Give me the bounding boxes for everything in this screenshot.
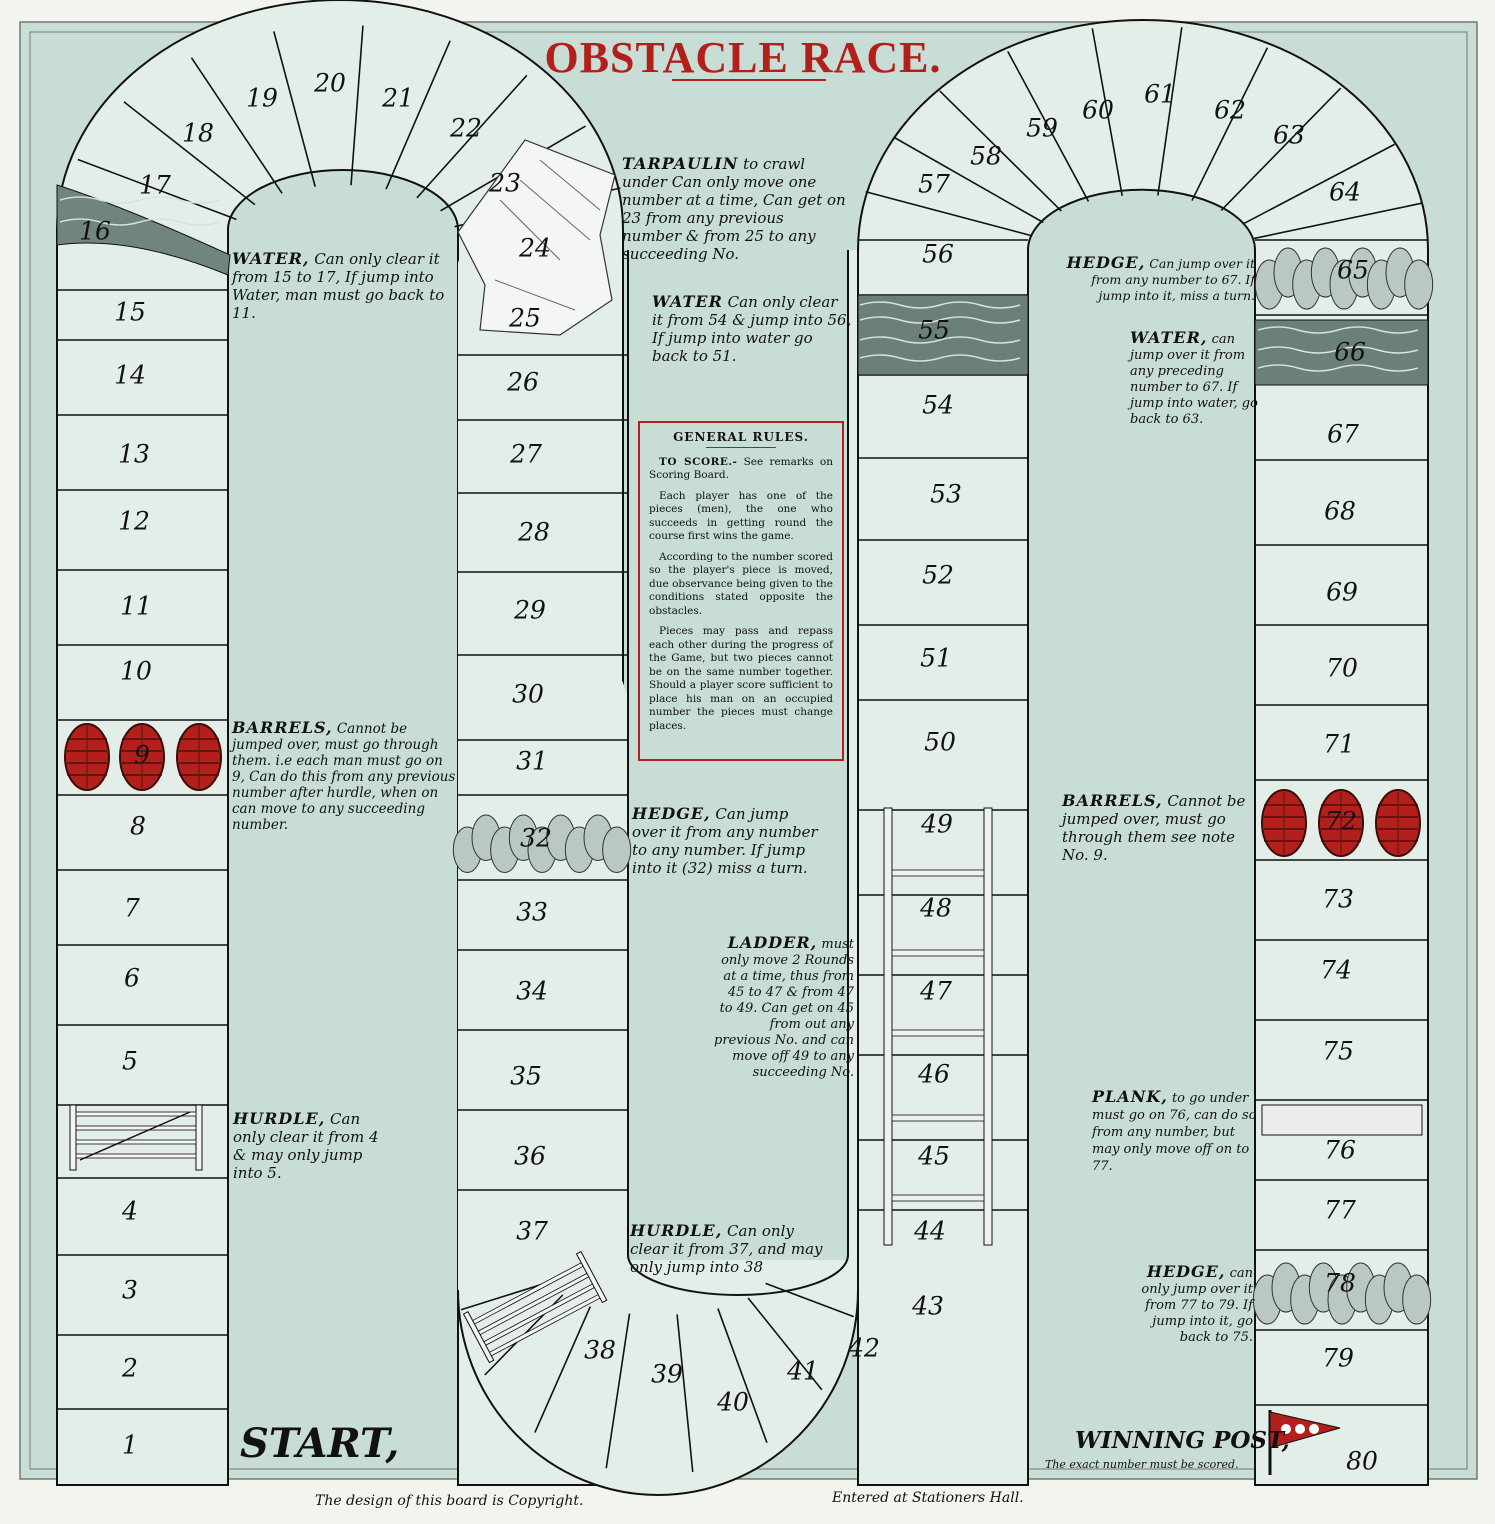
note-plank-76: PLANK, to go under must go on 76, can do so from any number, but may only move off on to 77.: [1092, 1087, 1257, 1174]
note-barrels-9: BARRELS, Cannot be jumped over, must go through them. i.e each man must go on 9, Can do this from any previous number after hurdle, when on can move to any succeeding number.: [232, 718, 456, 833]
square-number-34: 34: [516, 976, 548, 1006]
square-number-4: 4: [122, 1196, 138, 1226]
square-number-45: 45: [918, 1141, 950, 1171]
stationers-hall-note: Entered at Stationers Hall.: [832, 1490, 1024, 1506]
square-number-52: 52: [922, 560, 954, 590]
square-number-73: 73: [1322, 884, 1354, 914]
square-number-75: 75: [1322, 1036, 1354, 1066]
square-number-28: 28: [518, 517, 550, 547]
hurdle-rail-2: [76, 1140, 196, 1144]
square-number-54: 54: [922, 390, 954, 420]
ladder-rung-0: [892, 870, 984, 876]
square-number-47: 47: [920, 976, 952, 1006]
hurdle-post-right: [196, 1105, 202, 1170]
square-number-51: 51: [920, 643, 952, 673]
start-label: START,: [240, 1420, 400, 1467]
square-number-7: 7: [124, 893, 140, 923]
square-number-14: 14: [114, 360, 146, 390]
square-number-69: 69: [1326, 577, 1358, 607]
square-number-41: 41: [787, 1356, 819, 1386]
square-number-78: 78: [1324, 1268, 1356, 1298]
general-rules-box: [638, 421, 844, 761]
square-number-33: 33: [516, 897, 548, 927]
note-hurdle-37: HURDLE, Can only clear it from 37, and may only jump into 38: [630, 1221, 823, 1276]
square-number-63: 63: [1273, 120, 1305, 150]
square-number-15: 15: [114, 297, 146, 327]
square-number-17: 17: [139, 170, 171, 200]
square-number-2: 2: [122, 1353, 138, 1383]
winning-post-label: WINNING POST,: [1075, 1427, 1290, 1454]
square-number-38: 38: [584, 1335, 616, 1365]
square-number-21: 21: [382, 83, 414, 113]
square-number-62: 62: [1214, 95, 1246, 125]
square-number-44: 44: [914, 1216, 946, 1246]
hurdle-post-left: [70, 1105, 76, 1170]
ladder-rung-4: [892, 1195, 984, 1201]
square-number-31: 31: [516, 746, 548, 776]
square-number-35: 35: [510, 1061, 542, 1091]
note-barrels-72: BARRELS, Cannot be jumped over, must go through them see note No. 9.: [1062, 791, 1246, 864]
rules-paragraph-moves: According to the number scored so the player's piece is moved, due observance being given to the conditions stated opposite the obstacles.: [649, 550, 833, 617]
square-number-77: 77: [1324, 1195, 1356, 1225]
square-number-29: 29: [514, 595, 546, 625]
square-number-19: 19: [246, 83, 278, 113]
barrels-icon: [177, 724, 221, 790]
ladder-rung-1: [892, 950, 984, 956]
square-number-80: 80: [1346, 1446, 1378, 1476]
hedge-bush-8: [1405, 260, 1433, 309]
ladder-rung-2: [892, 1030, 984, 1036]
barrels-icon: [65, 724, 109, 790]
square-number-1: 1: [122, 1430, 138, 1460]
rules-paragraph-pieces: Each player has one of the pieces (men), the one who succeeds in getting round the course first wins the game.: [649, 489, 833, 542]
square-number-66: 66: [1334, 337, 1366, 367]
square-number-24: 24: [519, 233, 551, 263]
square-number-23: 23: [489, 168, 521, 198]
square-number-55: 55: [918, 315, 950, 345]
square-number-30: 30: [512, 679, 544, 709]
flag-dot-1: [1295, 1424, 1305, 1434]
square-number-8: 8: [130, 811, 146, 841]
square-number-56: 56: [922, 239, 954, 269]
square-number-16: 16: [79, 216, 111, 246]
hurdle-rail-0: [76, 1112, 196, 1116]
square-number-57: 57: [918, 169, 950, 199]
hedge-bush-8: [603, 827, 631, 873]
rules-paragraph-passing: Pieces may pass and repass each other during the progress of the Game, but two pieces cannot be on the same number together. Should a player score sufficient to place his man on an occupied number the pieces must change places.: [649, 625, 833, 732]
square-number-37: 37: [516, 1216, 548, 1246]
barrels-icon: [1262, 790, 1306, 856]
square-number-48: 48: [920, 893, 952, 923]
square-number-72: 72: [1325, 806, 1357, 836]
square-number-27: 27: [510, 439, 542, 469]
rules-divider: [706, 447, 776, 448]
square-number-74: 74: [1320, 955, 1352, 985]
square-number-49: 49: [921, 809, 953, 839]
square-number-70: 70: [1326, 653, 1358, 683]
barrels-icon: [1376, 790, 1420, 856]
note-water-66: WATER, can jump over it from any preceding number to 67. If jump into water, go back to 63.: [1130, 328, 1258, 427]
note-hedge-78: HEDGE, can only jump over it from 77 to 79. If jump into it, go back to 75.: [1141, 1262, 1253, 1345]
ladder-rail-right: [984, 808, 992, 1245]
square-number-36: 36: [514, 1141, 546, 1171]
ladder-rail-left: [884, 808, 892, 1245]
note-water-55: WATER Can only clear it from 54 & jump into 56, If jump into water go back to 51.: [652, 292, 852, 365]
square-number-32: 32: [520, 823, 552, 853]
square-number-42: 42: [848, 1333, 880, 1363]
square-number-9: 9: [134, 740, 150, 770]
ladder-rung-3: [892, 1115, 984, 1121]
square-number-39: 39: [651, 1359, 683, 1389]
square-number-64: 64: [1329, 177, 1361, 207]
square-number-5: 5: [122, 1046, 138, 1076]
note-hedge-32: HEDGE, Can jump over it from any number to any number. If jump into it (32) miss a turn.: [632, 804, 818, 877]
square-number-79: 79: [1322, 1343, 1354, 1373]
square-number-50: 50: [924, 727, 956, 757]
square-number-3: 3: [122, 1275, 138, 1305]
hedge-bush-8: [1403, 1275, 1431, 1324]
square-number-61: 61: [1144, 79, 1176, 109]
flag-dot-2: [1309, 1424, 1319, 1434]
plank-icon: [1262, 1105, 1422, 1135]
square-number-71: 71: [1323, 729, 1355, 759]
hurdle-rail-1: [76, 1126, 196, 1130]
square-number-12: 12: [118, 506, 150, 536]
note-hurdle-4: HURDLE, Can only clear it from 4 & may only jump into 5.: [233, 1109, 379, 1182]
square-number-76: 76: [1324, 1135, 1356, 1165]
copyright-note: The design of this board is Copyright.: [315, 1493, 584, 1509]
note-tarpaulin-23: TARPAULIN to crawl under Can only move one number at a time, Can get on 23 from any previous number & from 25 to any succeeding No.: [622, 154, 846, 263]
square-number-20: 20: [314, 68, 346, 98]
square-number-58: 58: [970, 141, 1002, 171]
square-number-26: 26: [507, 367, 539, 397]
note-ladder: LADDER, must only move 2 Rounds at a time, thus from 45 to 47 & from 47 to 49. Can get on 45 from out any previous No. and can move off 49 to any succeeding No.: [714, 933, 854, 1080]
square-number-18: 18: [182, 118, 214, 148]
game-title: OBSTACLE RACE.: [544, 33, 942, 82]
rules-heading: GENERAL RULES.: [673, 430, 809, 444]
square-number-46: 46: [918, 1059, 950, 1089]
square-number-22: 22: [450, 113, 482, 143]
note-hedge-65: HEDGE, Can jump over it from any number to 67. If jump into it, miss a turn.: [1066, 253, 1255, 303]
square-number-13: 13: [118, 439, 150, 469]
square-number-53: 53: [930, 479, 962, 509]
square-number-6: 6: [124, 963, 140, 993]
winning-post-note: The exact number must be scored.: [1045, 1458, 1239, 1471]
square-number-40: 40: [717, 1387, 749, 1417]
square-number-60: 60: [1082, 95, 1114, 125]
square-number-10: 10: [120, 656, 152, 686]
note-water-16: WATER, Can only clear it from 15 to 17, If jump into Water, man must go back to 11.: [232, 249, 445, 322]
rules-paragraph-score: TO SCORE.- See remarks on Scoring Board.: [649, 455, 833, 481]
square-number-11: 11: [120, 591, 152, 621]
square-number-43: 43: [912, 1291, 944, 1321]
square-number-68: 68: [1324, 496, 1356, 526]
square-number-65: 65: [1337, 255, 1369, 285]
square-number-25: 25: [509, 303, 541, 333]
square-number-59: 59: [1026, 113, 1058, 143]
square-number-67: 67: [1327, 419, 1359, 449]
